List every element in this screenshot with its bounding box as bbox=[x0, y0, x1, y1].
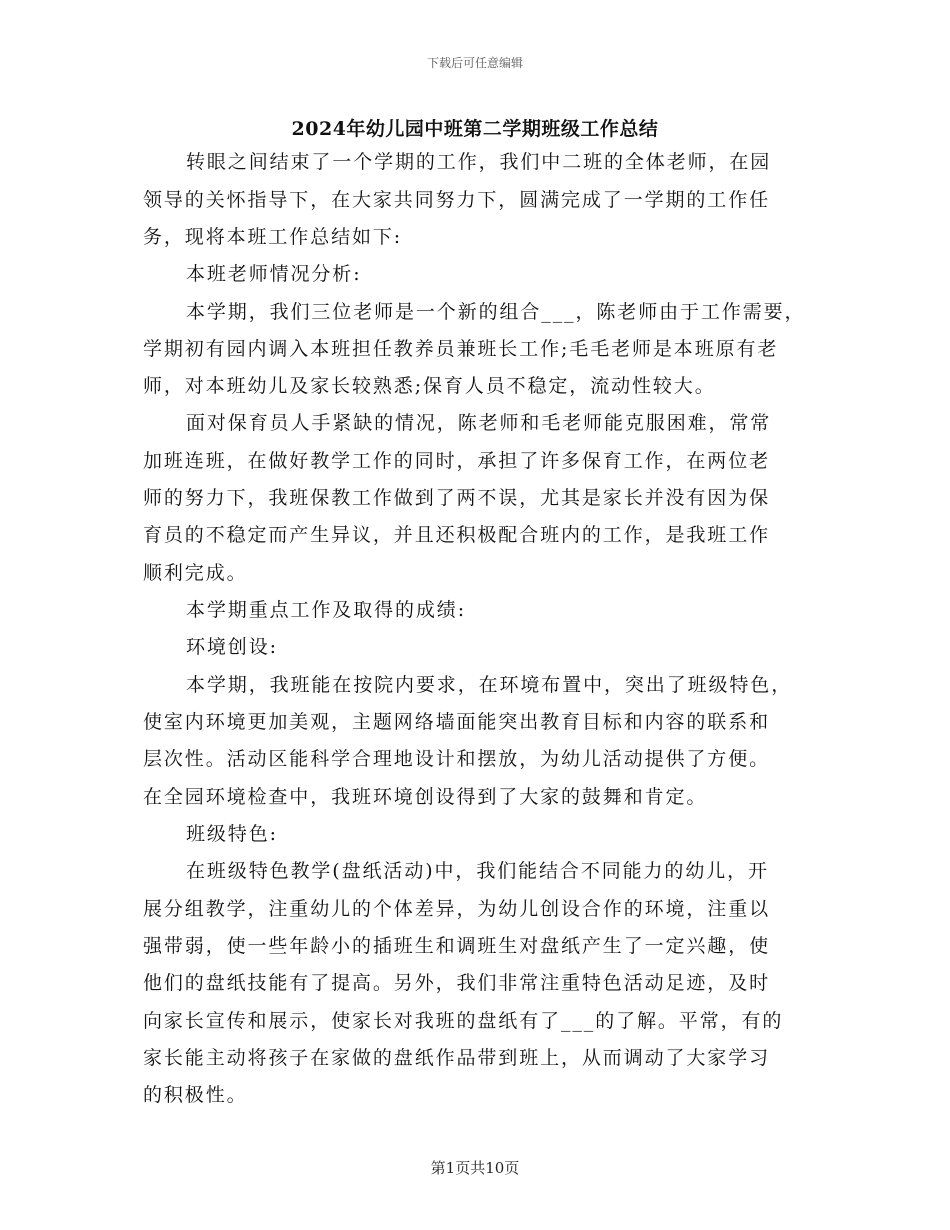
header-note: 下载后可任意编辑 bbox=[426, 56, 523, 70]
body-line: 学期初有园内调入本班担任教养员兼班长工作;毛毛老师是本班原有老 bbox=[143, 338, 779, 360]
body-line: 领导的关怀指导下，在大家共同努力下，圆满完成了一学期的工作任 bbox=[143, 189, 771, 211]
section-heading: 班级特色: bbox=[186, 823, 278, 845]
body-line: 加班连班，在做好教学工作的同时，承担了许多保育工作，在两位老 bbox=[143, 450, 771, 472]
body-line: 的积极性。 bbox=[143, 1084, 248, 1106]
body-line: 育员的不稳定而产生异议，并且还积极配合班内的工作，是我班工作 bbox=[143, 524, 771, 546]
body-line: 转眼之间结束了一个学期的工作，我们中二班的全体老师，在园 bbox=[186, 151, 772, 173]
body-line: 使室内环境更加美观，主题网络墙面能突出教育目标和内容的联系和 bbox=[143, 711, 771, 733]
body-line: 务，现将本班工作总结如下: bbox=[143, 226, 403, 248]
section-heading: 本学期重点工作及取得的成绩: bbox=[186, 599, 467, 621]
body-line: 师的努力下，我班保教工作做到了两不误，尤其是家长并没有因为保 bbox=[143, 487, 771, 509]
body-line: 面对保育员人手紧缺的情况，陈老师和毛老师能克服困难，常常 bbox=[186, 412, 772, 434]
body-line: 师，对本班幼儿及家长较熟悉;保育人员不稳定，流动性较大。 bbox=[143, 375, 716, 397]
body-line: 层次性。活动区能科学合理地设计和摆放，为幼儿活动提供了方便。 bbox=[143, 748, 771, 770]
body-line: 本学期，我们三位老师是一个新的组合___，陈老师由于工作需要， bbox=[186, 301, 806, 323]
section-heading: 环境创设: bbox=[186, 636, 278, 658]
body-line: 在班级特色教学(盘纸活动)中，我们能结合不同能力的幼儿，开 bbox=[186, 860, 769, 882]
document-title: 2024年幼儿园中班第二学期班级工作总结 bbox=[291, 118, 659, 140]
section-heading: 本班老师情况分析: bbox=[186, 263, 362, 285]
body-line: 本学期，我班能在按院内要求，在环境布置中，突出了班级特色， bbox=[186, 674, 793, 696]
body-line: 强带弱，使一些年龄小的插班生和调班生对盘纸产生了一定兴趣，使 bbox=[143, 935, 771, 957]
body-line: 在全园环境检查中，我班环境创设得到了大家的鼓舞和肯定。 bbox=[143, 786, 708, 808]
page-number: 第1页共10页 bbox=[430, 1159, 520, 1177]
body-line: 展分组教学，注重幼儿的个体差异，为幼儿创设合作的环境，注重以 bbox=[143, 898, 771, 920]
body-line: 向家长宣传和展示，使家长对我班的盘纸有了___的了解。平常，有的 bbox=[143, 1010, 784, 1032]
body-line: 他们的盘纸技能有了提高。另外，我们非常注重特色活动足迹，及时 bbox=[143, 972, 771, 994]
body-line: 家长能主动将孩子在家做的盘纸作品带到班上，从而调动了大家学习 bbox=[143, 1047, 771, 1069]
body-line: 顺利完成。 bbox=[143, 562, 248, 584]
